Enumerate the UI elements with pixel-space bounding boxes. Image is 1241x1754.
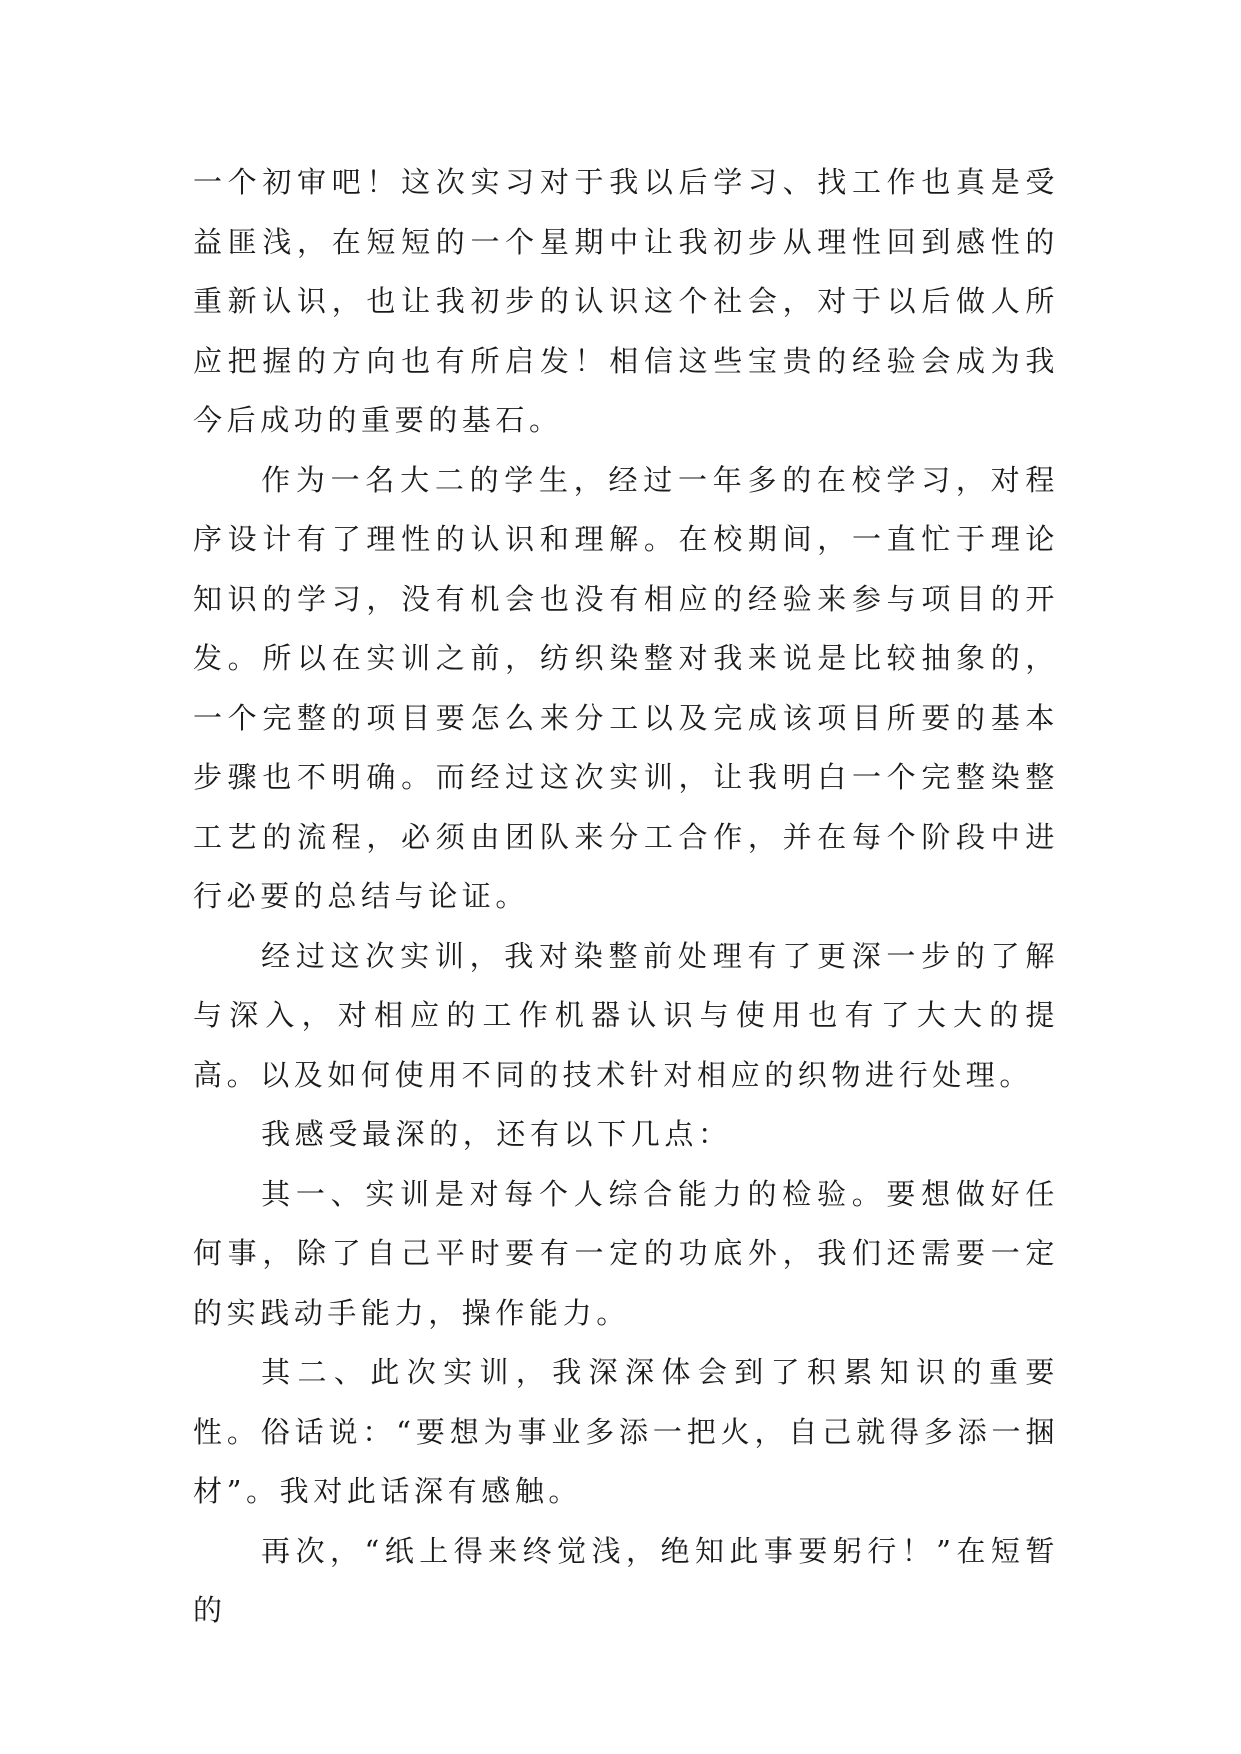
paragraph-continued: 一个初审吧！这次实习对于我以后学习、找工作也真是受益匪浅，在短短的一个星期中让我初步从理性回到感性的重新认识，也让我初步的认识这个社会，对于以后做人所应把握的方向也有所启发！相信这些宝贵的经验会成为我今后成功的重要的基石。 <box>193 165 1059 437</box>
paragraph-point-three: 再次，“纸上得来终觉浅，绝知此事要躬行！”在短暂的 <box>193 1533 1059 1627</box>
paragraph-point-one: 其一、实训是对每个人综合能力的检验。要想做好任何事，除了自己平时要有一定的功底外，我们还需要一定的实践动手能力，操作能力。 <box>193 1176 1059 1330</box>
paragraph-key-points-intro: 我感受最深的，还有以下几点： <box>261 1117 732 1151</box>
document-body <box>193 153 1059 1641</box>
paragraph-pretreatment: 经过这次实训，我对染整前处理有了更深一步的了解与深入，对相应的工作机器认识与使用也有了大大的提高。以及如何使用不同的技术针对相应的织物进行处理。 <box>193 938 1059 1092</box>
paragraph-point-two: 其二、此次实训，我深深体会到了积累知识的重要性。俗话说：“要想为事业多添一把火，自己就得多添一捆材”。我对此话深有感触。 <box>193 1355 1059 1508</box>
paragraph-program-design: 作为一名大二的学生，经过一年多的在校学习，对程序设计有了理性的认识和理解。在校期间，一直忙于理论知识的学习，没有机会也没有相应的经验来参与项目的开发。所以在实训之前，纺织染整对我来说是比较抽象的，一个完整的项目要怎么来分工以及完成该项目所要的基本步骤也不明确。而经过这次实训，让我明白一个完整染整工艺的流程，必须由团队来分工合作，并在每个阶段中进行必要的总结与论证。 <box>193 462 1059 913</box>
